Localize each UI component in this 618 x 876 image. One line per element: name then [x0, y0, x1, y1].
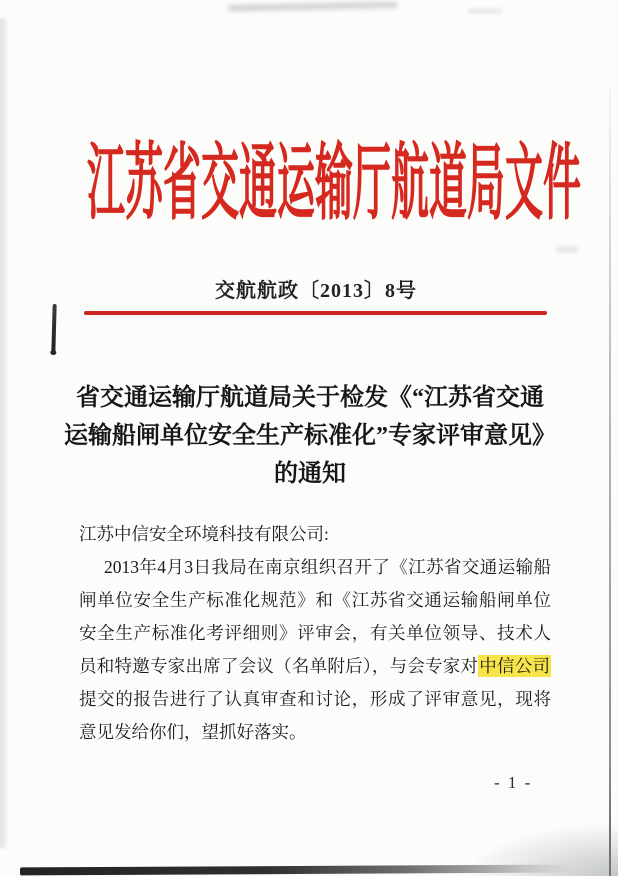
document-title-line-1: 省交通运输厅航道局关于检发《“江苏省交通 [76, 385, 544, 411]
document-body [79, 518, 551, 749]
scan-left-edge-shadow [0, 18, 8, 848]
document-number: 交航航政〔2013〕8号 [215, 280, 417, 302]
document-title [30, 379, 590, 493]
letterhead-title: 江苏省交通运输厅航道局文件 [86, 138, 581, 232]
document-title-line-2: 运输船闸单位安全生产标准化”专家评审意见》 [64, 423, 556, 449]
paragraph-text-before-highlight: 2013年4月3日我局在南京组织召开了《江苏省交通运输船闸单位安全生产标准化规范》和《江苏省交通运输船闸单位安全生产标准化考评细则》评审会，有关单位领导、技术人员和特邀专家出席了会议（名单附后），与会专家对 [79, 557, 551, 676]
salutation-line: 江苏中信安全环境科技有限公司: [79, 524, 329, 544]
pen-mark-artifact [51, 304, 56, 353]
paragraph-text-after-highlight: 提交的报告进行了认真审查和讨论，形成了评审意见，现将意见发给你们，望抓好落实。 [79, 689, 551, 742]
highlighted-company-name: 中信公司 [479, 656, 551, 676]
scan-smudge-top-right [468, 9, 502, 13]
red-divider-rule [84, 311, 547, 315]
page-number: - 1 - [494, 773, 533, 792]
scan-smudge-top [228, 1, 398, 12]
document-title-line-3: 的通知 [274, 461, 346, 487]
body-paragraph [79, 551, 551, 749]
scan-smudge-right [556, 247, 578, 252]
